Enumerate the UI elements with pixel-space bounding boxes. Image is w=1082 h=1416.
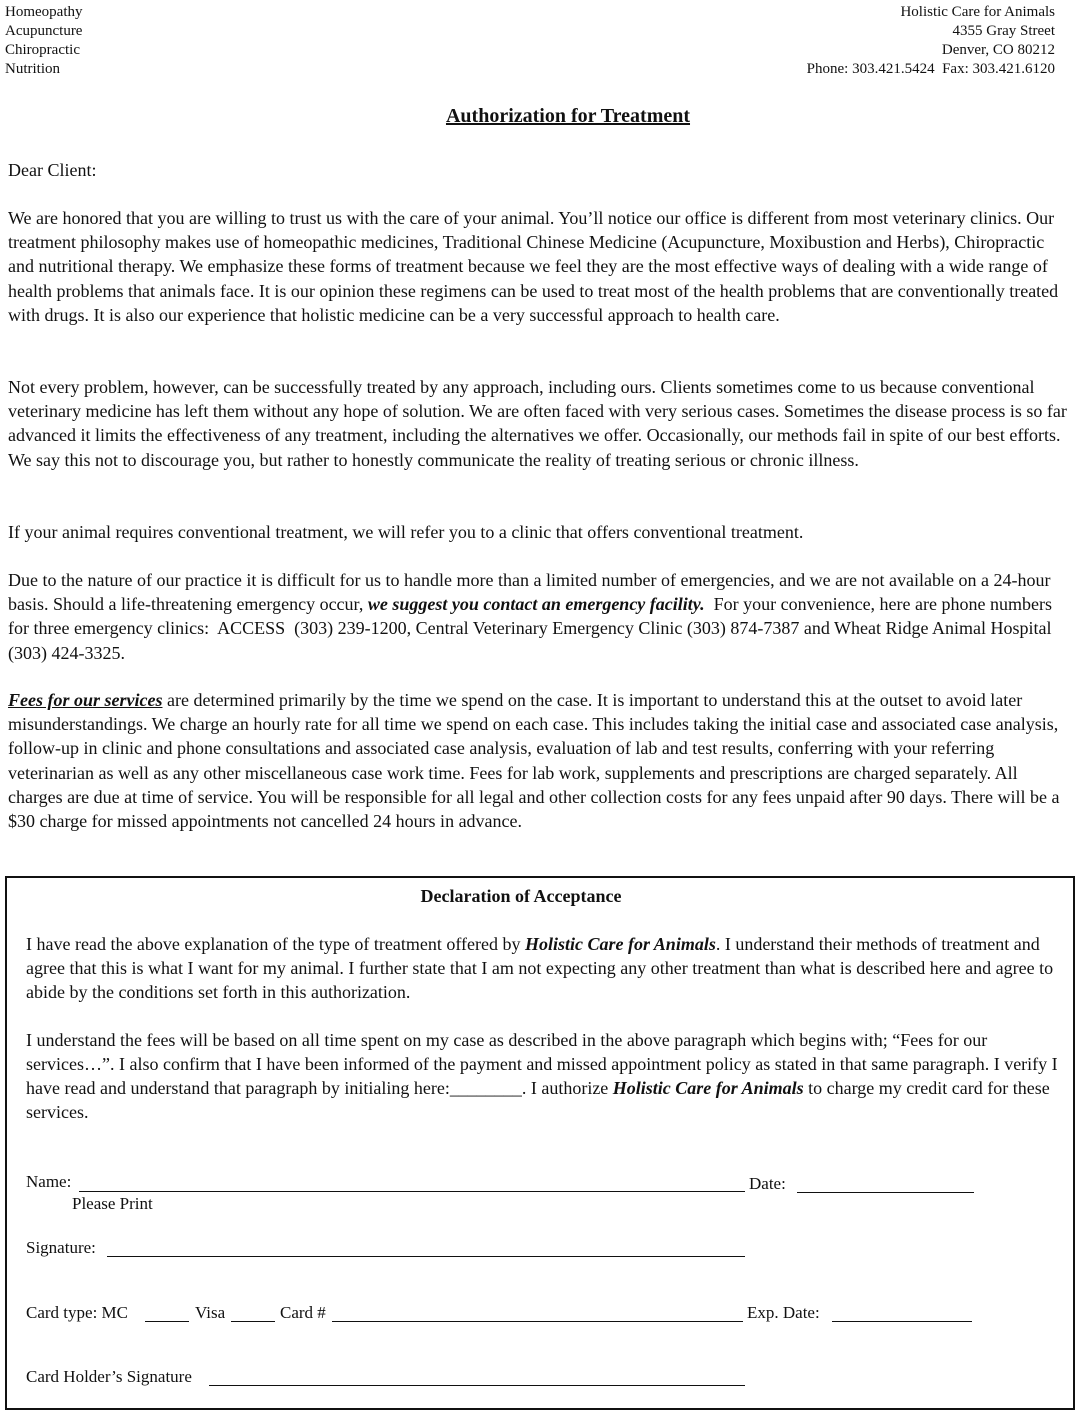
card-type-mc-field[interactable] xyxy=(145,1321,189,1322)
declaration-paragraph-1 xyxy=(26,932,1066,1004)
date-field[interactable] xyxy=(797,1192,974,1193)
paragraph-referral-text: If your animal requires conventional treatment, we will refer you to a clinic that offers conventional treatment. xyxy=(8,522,804,542)
paragraph-emergencies xyxy=(8,568,1070,665)
card-holder-signature-field[interactable] xyxy=(209,1385,745,1386)
service-chiropractic: Chiropractic xyxy=(5,42,80,58)
service-acupuncture: Acupuncture xyxy=(5,23,83,39)
name-field[interactable] xyxy=(79,1191,745,1192)
please-print-hint: Please Print xyxy=(72,1194,153,1213)
clinic-street: 4355 Gray Street xyxy=(952,23,1055,39)
date-label: Date: xyxy=(749,1174,786,1193)
decl2-text-c: to charge my credit card for these services. xyxy=(26,1078,1050,1122)
service-nutrition: Nutrition xyxy=(5,61,60,77)
paragraph-philosophy-text: We are honored that you are willing to trust us with the care of your animal. You’ll notice our office is different from most veterinary clinics. Our treatment philosophy makes use of homeopathic medicines, Traditional Chinese Medicine (Acupuncture, Moxibustion and Herbs), Chiropractic and nutritional therapy. We emphasize these forms of treatment because we feel they are the most effective ways of dealing with a wide range of health problems that animals face. It is our opinion these regimens can be used to treat most of the health problems that are conventionally treated with drugs. It is also our experience that holistic medicine can be a very successful approach to health care. xyxy=(8,208,1059,325)
emergency-text-c: For your convenience, here are phone numbers for three emergency clinics: ACCESS (303) 239-1200, Central Veterinary Emergency Clinic (303) 874-7387 and Wheat Ridge Animal Hospital (303) 424-3325. xyxy=(8,594,1061,663)
clinic-contact: Phone: 303.421.5424 Fax: 303.421.6120 xyxy=(806,61,1055,77)
emergency-facility-emphasis: we suggest you contact an emergency facility. xyxy=(367,594,705,615)
service-homeopathy: Homeopathy xyxy=(5,4,83,20)
fees-heading: Fees for our services xyxy=(8,690,163,710)
exp-date-label: Exp. Date: xyxy=(747,1303,820,1322)
decl1-text-a: I have read the above explanation of the type of treatment offered by xyxy=(26,934,525,954)
decl2-clinic-name: Holistic Care for Animals xyxy=(612,1078,804,1098)
card-type-label: Card type: MC xyxy=(26,1303,128,1322)
signature-label: Signature: xyxy=(26,1238,96,1257)
services-list xyxy=(5,3,82,79)
fees-text: are determined primarily by the time we spend on the case. It is important to understand this at the outset to avoid later misunderstandings. We charge an hourly rate for all time we spend on each case. This includes taking the initial case and associated case analysis, follow-up in clinic and phone consultations and associated case analysis, evaluation of lab and test results, conferring with your referring veterinarian as well as any other miscellaneous case work time. Fees for lab work, supplements and prescriptions are charged separately. All charges are due at time of service. You will be responsible for all legal and other collection costs for any fees unpaid after 90 days. There will be a $30 charge for missed appointments not cancelled 24 hours in advance. xyxy=(8,690,1060,832)
exp-date-field[interactable] xyxy=(832,1321,972,1322)
decl1-clinic-name: Holistic Care for Animals xyxy=(524,934,716,954)
name-label: Name: xyxy=(26,1172,72,1191)
card-holder-label: Card Holder’s Signature xyxy=(26,1367,192,1386)
declaration-title: Declaration of Acceptance xyxy=(420,886,622,906)
paragraph-limitations xyxy=(8,375,1070,472)
paragraph-limitations-text: Not every problem, however, can be successfully treated by any approach, including ours. Clients sometimes come to us because conventional veterinary medicine has left them without any hope of solution. We are often faced with very serious cases. Sometimes the disease process is so far advanced it limits the effectiveness of any treatment, including the alternatives we offer. Occasionally, our methods fail in spite of our best efforts. We say this not to discourage you, but rather to honestly communicate the reality of treating serious or chronic illness. xyxy=(8,377,1067,470)
paragraph-philosophy xyxy=(8,206,1070,327)
paragraph-emergencies-text xyxy=(8,568,1070,665)
clinic-name: Holistic Care for Animals xyxy=(900,4,1055,20)
clinic-city: Denver, CO 80212 xyxy=(941,42,1055,58)
paragraph-fees xyxy=(8,688,1070,833)
decl1-text-c: . I understand their methods of treatment and agree that this is what I want for my animal. I further state that I am not expecting any other treatment than what is described here and agree to abide by the conditions set forth in this authorization. xyxy=(26,934,1054,1002)
visa-label: Visa xyxy=(195,1303,226,1322)
salutation: Dear Client: xyxy=(8,160,97,180)
card-number-label: Card # xyxy=(280,1303,326,1322)
declaration-paragraph-2-text xyxy=(26,1028,1066,1124)
declaration-paragraph-2 xyxy=(26,1028,1066,1124)
paragraph-referral xyxy=(8,520,1070,544)
declaration-box xyxy=(5,876,1075,1410)
clinic-address-block xyxy=(807,3,1055,79)
card-number-field[interactable] xyxy=(332,1321,743,1322)
signature-field[interactable] xyxy=(107,1256,745,1257)
decl2-text-a: I understand the fees will be based on all time spent on my case as described in the above paragraph which begins with; “Fees for our services…”. I also confirm that I have been informed of the payment and missed appointment policy as stated in that same paragraph. I verify I have read and understand that paragraph by initialing here:________. I authorize xyxy=(26,1030,1058,1098)
card-type-visa-field[interactable] xyxy=(231,1321,275,1322)
paragraph-fees-text xyxy=(8,688,1070,833)
emergency-text-a: Due to the nature of our practice it is difficult for us to handle more than a limited number of emergencies, and we are not available on a 24-hour basis. Should a life-threatening emergency occur, xyxy=(8,570,1051,615)
declaration-paragraph-1-text xyxy=(26,932,1066,1004)
page-title: Authorization for Treatment xyxy=(445,105,691,127)
